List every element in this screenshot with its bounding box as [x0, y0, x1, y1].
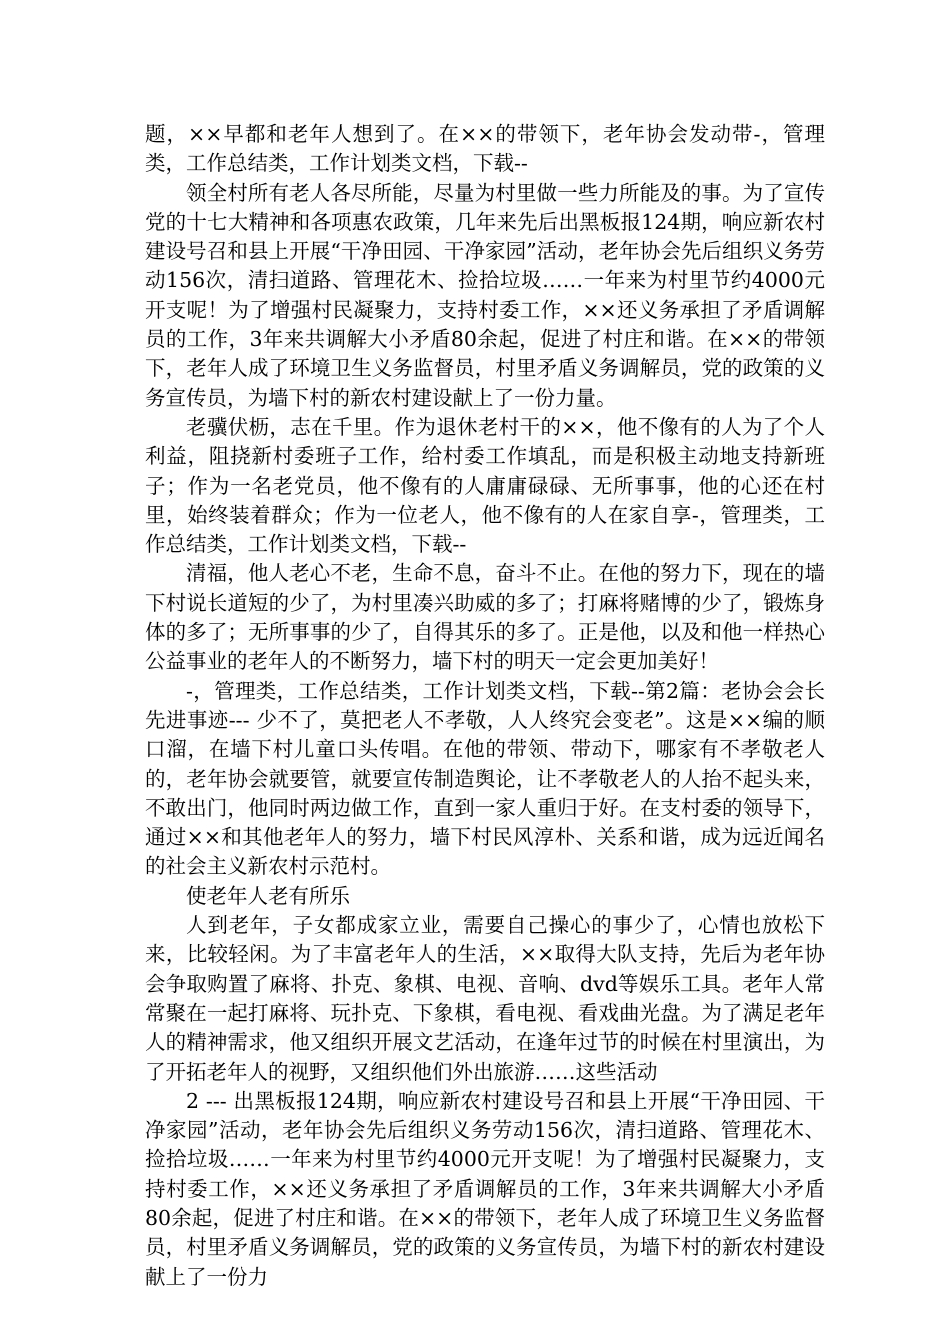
body-paragraph-4: 清福，他人老心不老，生命不息，奋斗不止。在他的努力下，现在的墙下村说长道短的少了，为村里凑兴助威的多了；打麻将赌博的少了，锻炼身体的多了；无所事事的少了，自得其乐的多了。正是他，以及和他一样热心公益事业的老年人的不断努力，墙下村的明天一定会更加美好！ — [145, 561, 825, 674]
body-paragraph-6: 人到老年，子女都成家立业，需要自己操心的事少了，心情也放松下来，比较轻闲。为了丰富老年人的生活，××取得大队支持，先后为老年协会争取购置了麻将、扑克、象棋、电视、音响、dvd等娱乐工具。老年人常常聚在一起打麻将、玩扑克、下象棋，看电视、看戏曲光盘。为了满足老年人的精神需求，他又组织开展文艺活动，在逢年过节的时候在村里演出，为了开拓老年人的视野，又组织他们外出旅游……这些活动 — [145, 913, 825, 1084]
body-paragraph-2: 领全村所有老人各尽所能，尽量为村里做一些力所能及的事。为了宣传党的十七大精神和各项惠农政策，几年来先后出黑板报124期，响应新农村建设号召和县上开展“干净田园、干净家园”活动，老年协会先后组织义务劳动156次，清扫道路、管理花木、捡拾垃圾……一年来为村里节约4000元开支呢！为了增强村民凝聚力，支持村委工作，××还义务承担了矛盾调解员的工作，3年来共调解大小矛盾80余起，促进了村庄和谐。在××的带领下，老年人成了环境卫生义务监督员，村里矛盾义务调解员，党的政策的义务宣传员，为墙下村的新农村建设献上了一份力量。 — [145, 180, 825, 410]
body-paragraph-5: -，管理类，工作总结类，工作计划类文档，下载--第2篇：老协会会长先进事迹--- 少不了，莫把老人不孝敬，人人终究会变老”。这是××编的顺口溜，在墙下村儿童口头传唱。在他的带领、带动下，哪家有不孝敬老人的，老年协会就要管，就要宣传制造舆论，让不孝敬老人的人抬不起头来，不敢出门，他同时两边做工作，直到一家人重归于好。在支村委的领导下，通过××和其他老年人的努力，墙下村民风淳朴、关系和谐，成为远近闻名的社会主义新农村示范村。 — [145, 678, 825, 879]
document-page — [145, 120, 825, 1292]
body-paragraph-3: 老骥伏枥，志在千里。作为退休老村干的××，他不像有的人为了个人利益，阻挠新村委班子工作，给村委工作填乱，而是积极主动地支持新班子；作为一名老党员，他不像有的人庸庸碌碌、无所事事，他的心还在村里，始终装着群众；作为一位老人，他不像有的人在家自享-，管理类，工作总结类，工作计划类文档，下载-- — [145, 414, 825, 557]
section-heading: 使老年人老有所乐 — [186, 883, 350, 908]
body-paragraph-7: 2 --- 出黑板报124期，响应新农村建设号召和县上开展“干净田园、干净家园”活动，老年协会先后组织义务劳动156次，清扫道路、管理花木、捡拾垃圾……一年来为村里节约4000元开支呢！为了增强村民凝聚力，支持村委工作，××还义务承担了矛盾调解员的工作，3年来共调解大小矛盾80余起，促进了村庄和谐。在××的带领下，老年人成了环境卫生义务监督员，村里矛盾义务调解员，党的政策的义务宣传员，为墙下村的新农村建设献上了一份力 — [145, 1088, 825, 1289]
body-paragraph-1: 题，××早都和老年人想到了。在××的带领下，老年协会发动带-，管理类，工作总结类，工作计划类文档，下载-- — [145, 122, 825, 176]
